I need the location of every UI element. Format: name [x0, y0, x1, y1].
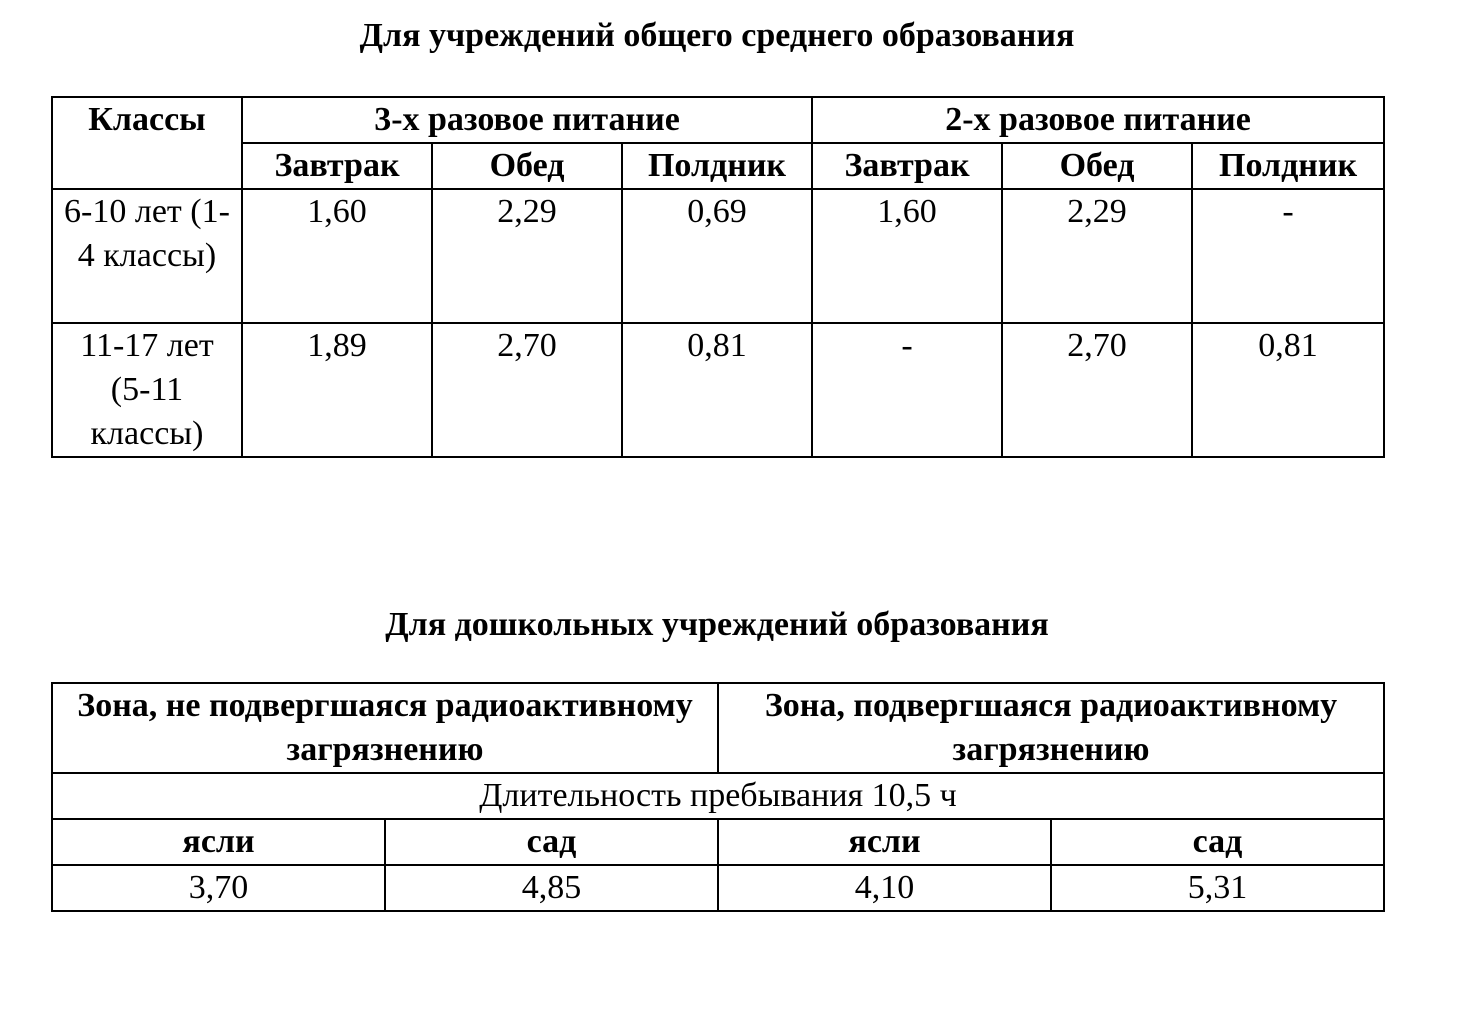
- value-cell: 1,60: [242, 189, 432, 323]
- age-group-cell: 11-17 лет (5-11 классы): [52, 323, 242, 457]
- value-cell: -: [1192, 189, 1384, 323]
- zone-contaminated-header: Зона, подвергшаяся радиоактивному загрязнению: [718, 683, 1384, 773]
- value-cell: 5,31: [1051, 865, 1384, 911]
- value-cell: 1,60: [812, 189, 1002, 323]
- nursery-header: ясли: [718, 819, 1051, 865]
- zone-header-row: [52, 683, 1384, 773]
- value-cell: 0,81: [1192, 323, 1384, 457]
- duration-cell: Длительность пребывания 10,5 ч: [52, 773, 1384, 819]
- snack-header: Полдник: [622, 143, 812, 189]
- value-cell: 2,70: [1002, 323, 1192, 457]
- preschool-meals-table: [51, 682, 1385, 912]
- section-title-secondary-schools: Для учреждений общего среднего образования: [359, 17, 1075, 54]
- nursery-header: ясли: [52, 819, 385, 865]
- value-cell: 0,69: [622, 189, 812, 323]
- table-header-row: [52, 97, 1384, 143]
- value-cell: 1,89: [242, 323, 432, 457]
- table-subheader-row: [52, 143, 1384, 189]
- value-cell: 3,70: [52, 865, 385, 911]
- classes-header: Классы: [52, 97, 242, 189]
- age-group-cell: 6-10 лет (1-4 классы): [52, 189, 242, 323]
- table-row: [52, 323, 1384, 457]
- value-cell: 2,70: [432, 323, 622, 457]
- value-cell: 4,85: [385, 865, 718, 911]
- school-meals-table: [51, 96, 1385, 458]
- table-row: [52, 189, 1384, 323]
- value-cell: 0,81: [622, 323, 812, 457]
- institution-type-row: [52, 819, 1384, 865]
- kindergarten-header: сад: [1051, 819, 1384, 865]
- section-title-preschools: Для дошкольных учреждений образования: [385, 606, 1049, 643]
- lunch-header: Обед: [1002, 143, 1192, 189]
- value-cell: 2,29: [432, 189, 622, 323]
- table-row: [52, 865, 1384, 911]
- snack-header: Полдник: [1192, 143, 1384, 189]
- breakfast-header: Завтрак: [812, 143, 1002, 189]
- breakfast-header: Завтрак: [242, 143, 432, 189]
- duration-row: [52, 773, 1384, 819]
- kindergarten-header: сад: [385, 819, 718, 865]
- value-cell: 2,29: [1002, 189, 1192, 323]
- lunch-header: Обед: [432, 143, 622, 189]
- two-meal-header: 2-х разовое питание: [812, 97, 1384, 143]
- value-cell: -: [812, 323, 1002, 457]
- zone-clean-header: Зона, не подвергшаяся радиоактивному загрязнению: [52, 683, 718, 773]
- value-cell: 4,10: [718, 865, 1051, 911]
- three-meal-header: 3-х разовое питание: [242, 97, 812, 143]
